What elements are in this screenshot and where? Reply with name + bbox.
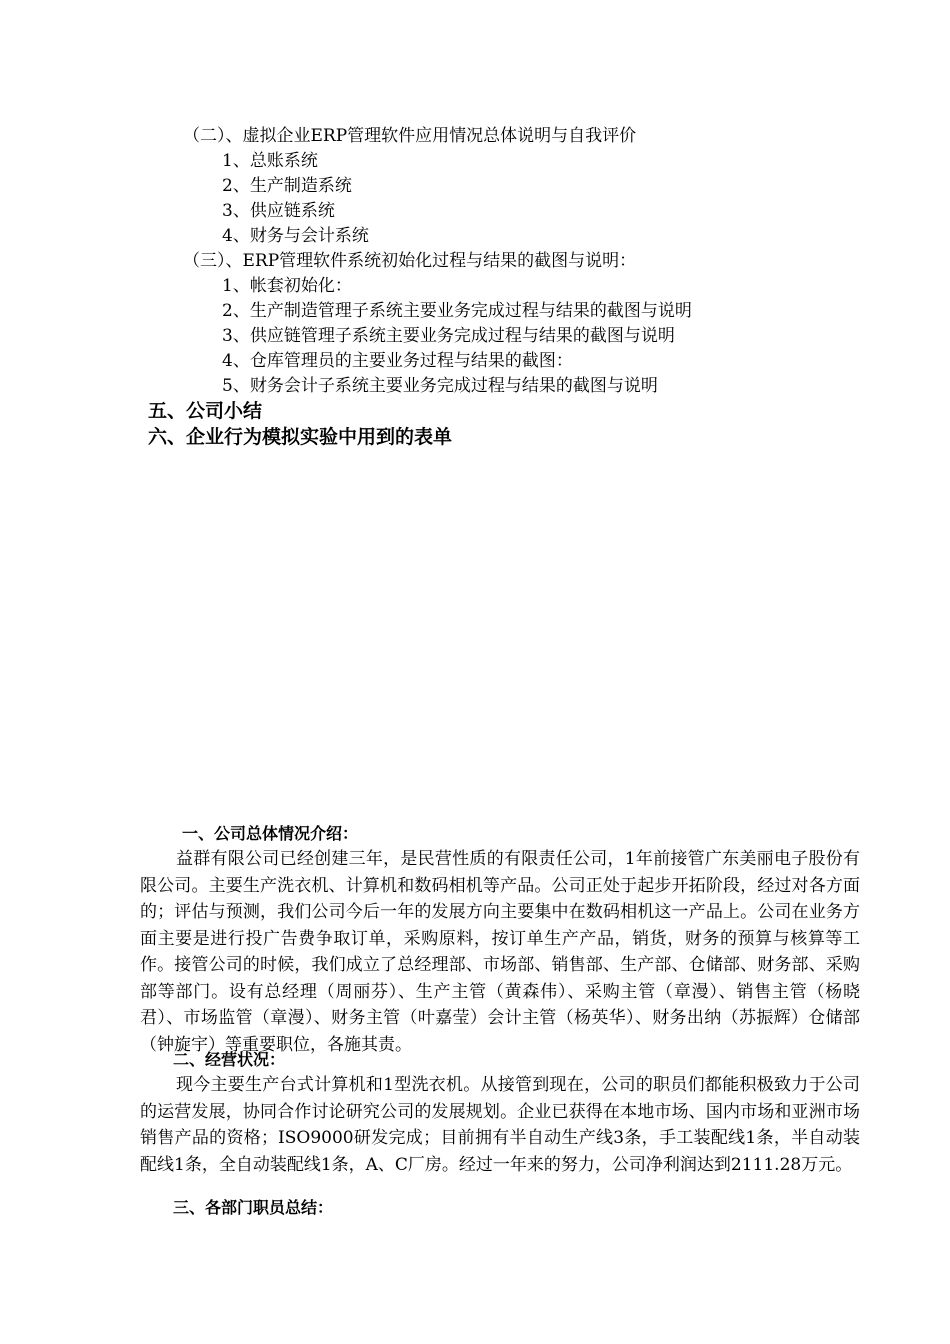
section-3-title: 三、各部门职员总结： — [173, 1198, 334, 1217]
outline-part3-item: 5、财务会计子系统主要业务完成过程与结果的截图与说明 — [222, 376, 658, 396]
section-1-paragraph: 益群有限公司已经创建三年，是民营性质的有限责任公司，1年前接管广东美丽电子股份有限公司。主要生产洗衣机、计算机和数码相机等产品。公司正处于起步开拓阶段，经过对各方面的；评估与预测，我们公司今后一年的发展方向主要集中在数码相机这一产品上。公司在业务方面主要是进行投广告费争取订单，采购原料，按订单生产产品，销货，财务的预算与核算等工作。接管公司的时候，我们成立了总经理部、市场部、销售部、生产部、仓储部、财务部、采购部等部门。设有总经理（周丽芬）、生产主管（黄森伟）、采购主管（章漫）、销售主管（杨晓君）、市场监管（章漫）、财务主管（叶嘉莹）会计主管（杨英华）、财务出纳（苏振辉）仓储部（钟旋宇）等重要职位，各施其责。 — [140, 849, 860, 1055]
outline-part3-item: 1、帐套初始化： — [222, 276, 352, 296]
outline-part3-item: 4、仓库管理员的主要业务过程与结果的截图： — [222, 351, 573, 371]
outline-part3-item: 2、生产制造管理子系统主要业务完成过程与结果的截图与说明 — [222, 301, 692, 321]
outline-heading-5: 五、公司小结 — [148, 400, 263, 422]
outline-part2-item: 3、供应链系统 — [222, 201, 335, 221]
outline-heading-6: 六、企业行为模拟实验中用到的表单 — [148, 426, 453, 448]
outline-part3-item: 3、供应链管理子系统主要业务完成过程与结果的截图与说明 — [222, 326, 675, 346]
outline-part2-title: （二）、虚拟企业ERP管理软件应用情况总体说明与自我评价 — [183, 126, 637, 146]
section-2-paragraph: 现今主要生产台式计算机和1型洗衣机。从接管到现在，公司的职员们都能积极致力于公司的运营发展，协同合作讨论研究公司的发展规划。企业已获得在本地市场、国内市场和亚洲市场销售产品的资格；ISO9000研发完成；目前拥有半自动生产线3条，手工装配线1条，半自动装配线1条，全自动装配线1条，A、C厂房。经过一年来的努力，公司净利润达到2111.28万元。 — [140, 1075, 860, 1175]
outline-part2-item: 2、生产制造系统 — [222, 176, 352, 196]
section-2-title: 二、经营状况： — [173, 1050, 286, 1069]
outline-part2-item: 1、总账系统 — [222, 151, 318, 171]
section-1-title: 一、公司总体情况介绍： — [182, 824, 359, 843]
outline-part2-item: 4、财务与会计系统 — [222, 226, 369, 246]
outline-part3-title: （三）、ERP管理软件系统初始化过程与结果的截图与说明： — [183, 251, 637, 271]
